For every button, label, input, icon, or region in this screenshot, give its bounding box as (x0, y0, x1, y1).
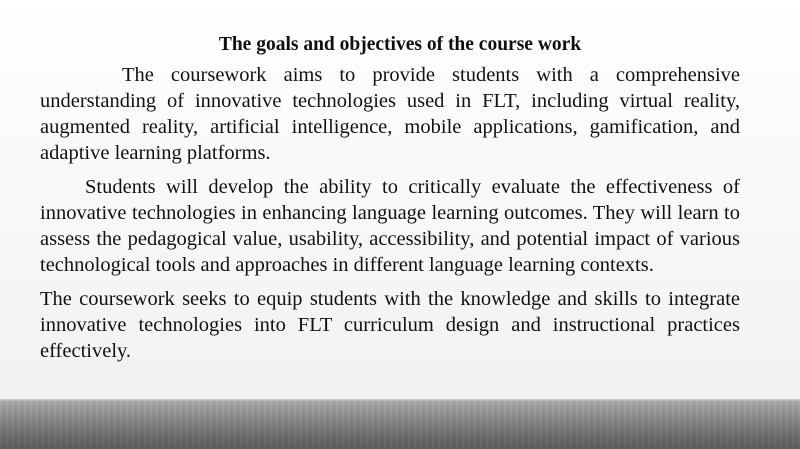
paragraph-aims: The coursework aims to provide students with a comprehensive understanding of innovative technologies used in FLT, including virtual reality, augmented reality, artificial intelligence, mobile applications, gamification, and adaptive learning platforms. (40, 64, 740, 164)
slide-title: The goals and objectives of the course work (218, 34, 582, 55)
footer-band (0, 401, 800, 449)
slide-body (40, 62, 740, 364)
paragraph-evaluation: Students will develop the ability to critically evaluate the effectiveness of innovative technologies in enhancing language learning outcomes. They will learn to assess the pedagogical value, usability, accessibility, and potential impact of various technological tools and approaches in different language learning contexts. (40, 176, 740, 276)
paragraph-integration: The coursework seeks to equip students with the knowledge and skills to integrate innovative technologies into FLT curriculum design and instructional practices effectively. (40, 288, 740, 362)
